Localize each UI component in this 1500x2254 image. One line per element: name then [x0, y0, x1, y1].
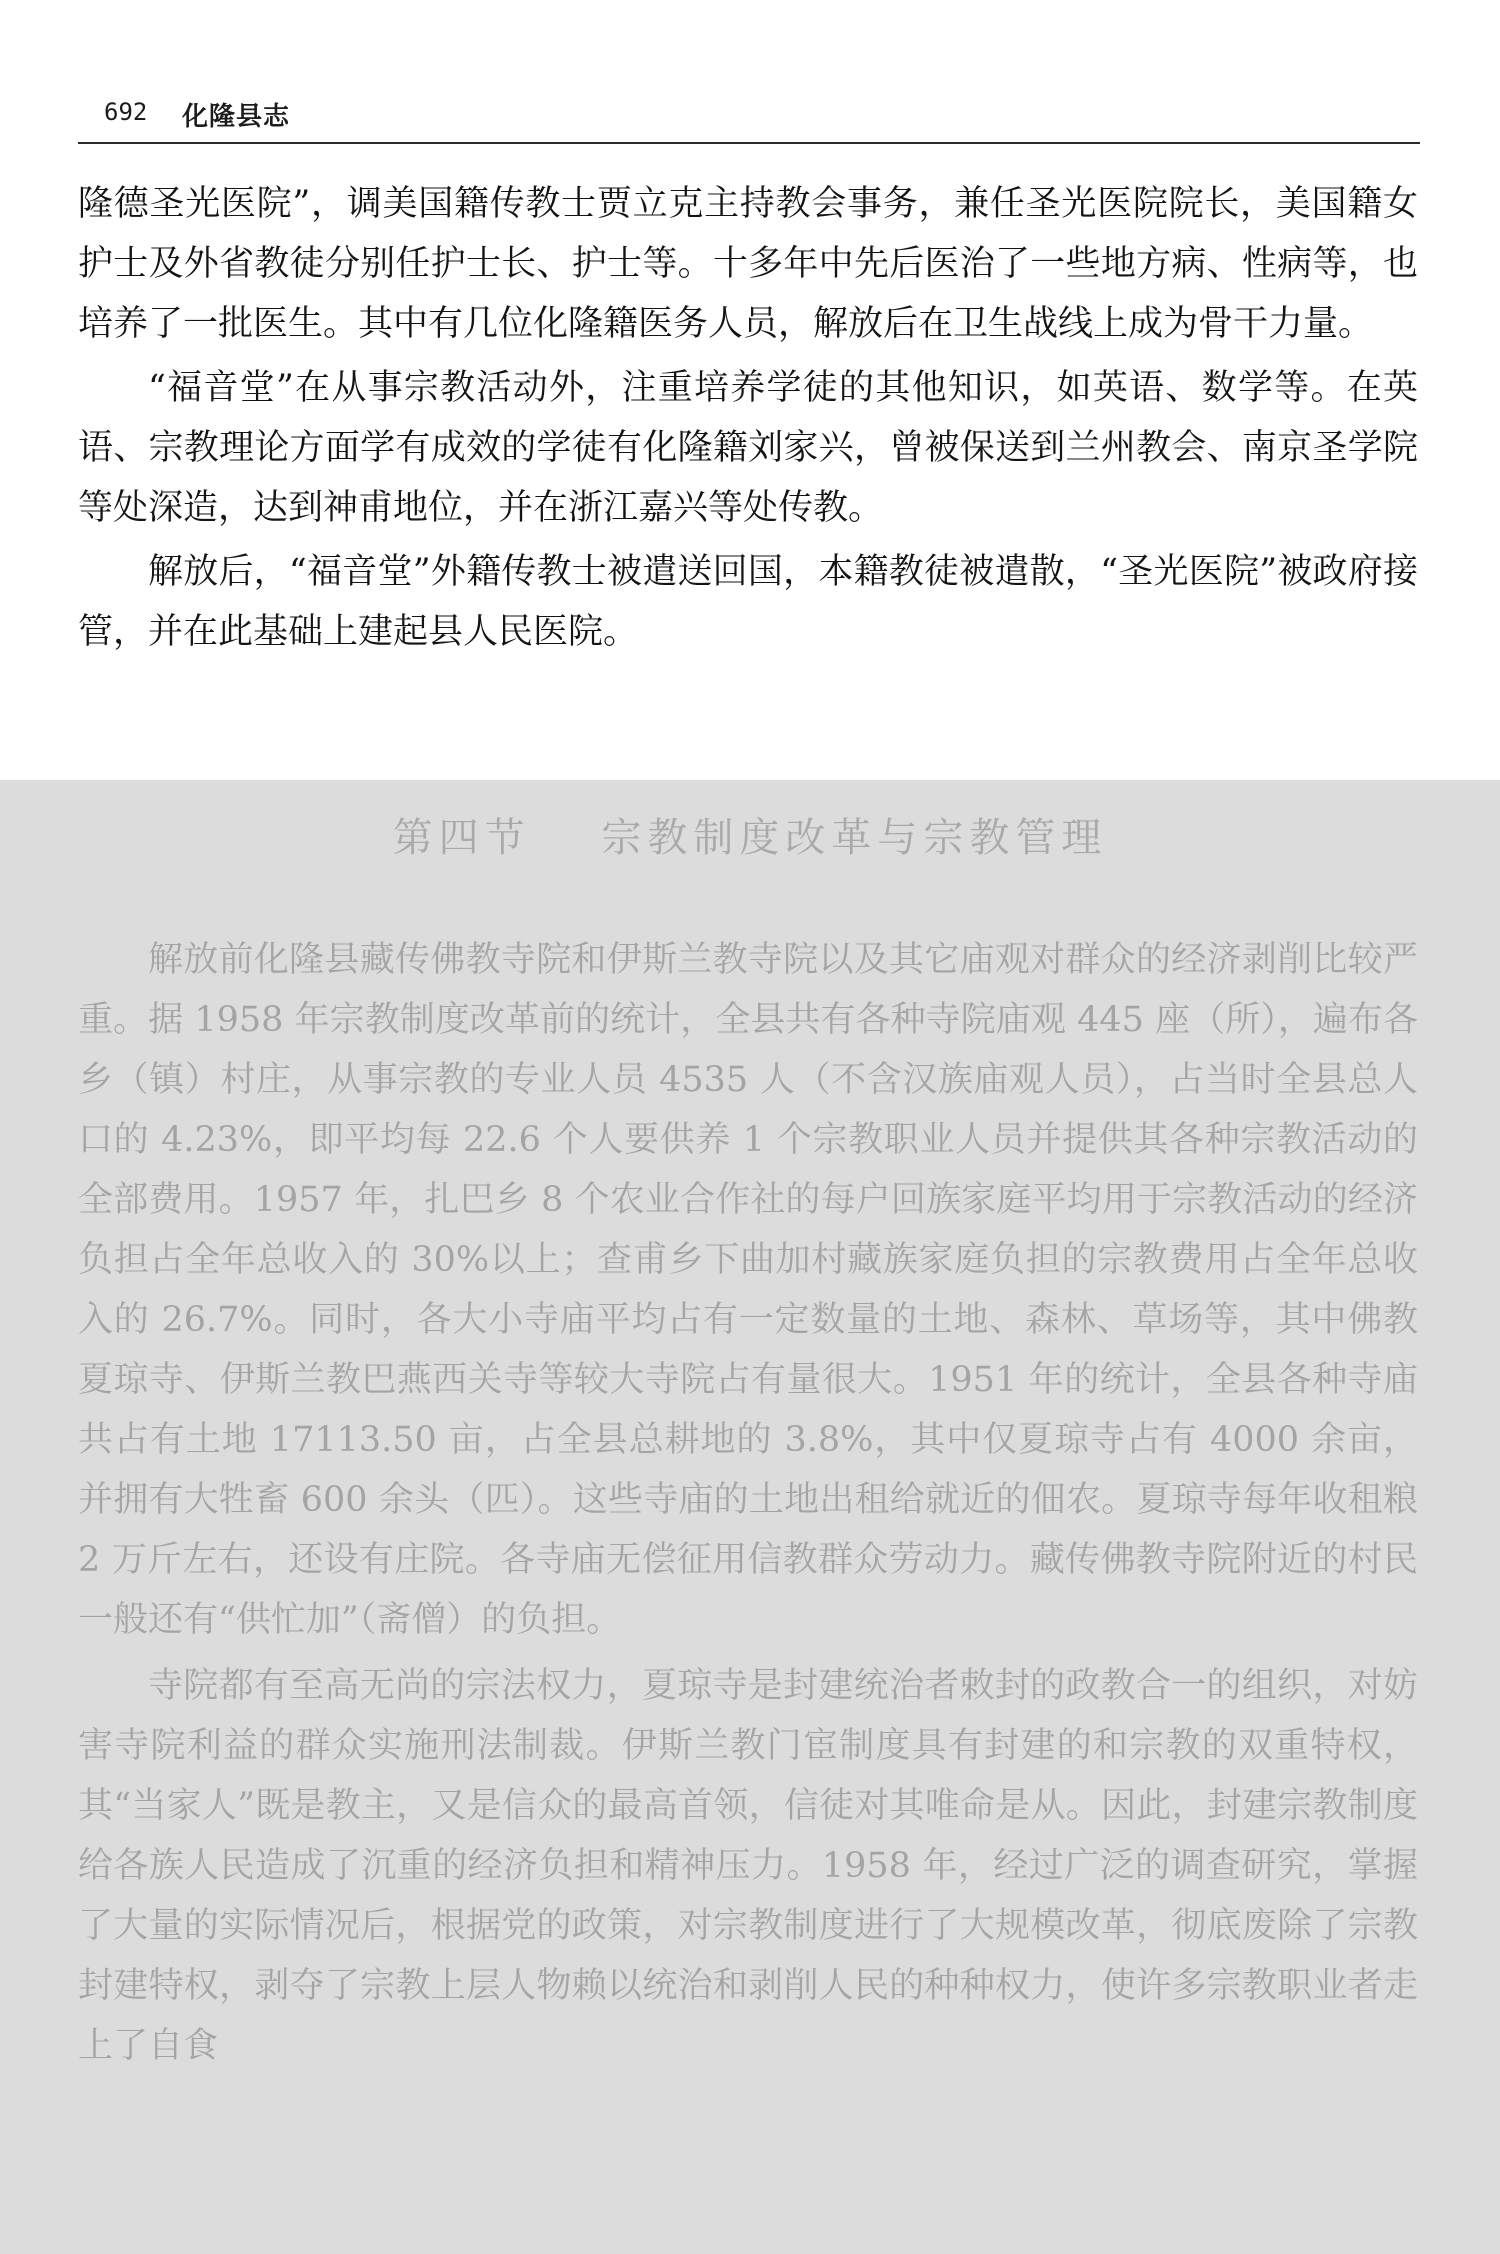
paragraph: 寺院都有至高无尚的宗法权力，夏琼寺是封建统治者敕封的政教合一的组织，对妨害寺院利益的群众实施刑法制裁。伊斯兰教门宦制度具有封建的和宗教的双重特权，其“当家人”既是教主，又是信众的最高首领，信徒对其唯命是从。因此，封建宗教制度给各族人民造成了沉重的经济负担和精神压力。1958 年，经过广泛的调查研究，掌握了大量的实际情况后，根据党的政策，对宗教制度进行了大规模改革，彻底废除了宗教封建特权，剥夺了宗教上层人物赖以统治和剥削人民的种种权力，使许多宗教职业者走上了自食 [78, 1666, 1418, 2066]
paragraph: “福音堂”在从事宗教活动外，注重培养学徒的其他知识，如英语、数学等。在英语、宗教理论方面学有成效的学徒有化隆籍刘家兴，曾被保送到兰州教会、南京圣学院等处深造，达到神甫地位，并在浙江嘉兴等处传教。 [78, 368, 1418, 528]
section-number: 第四节 [392, 815, 531, 861]
section-title: 宗教制度改革与宗教管理 [601, 815, 1108, 861]
running-header [78, 92, 1420, 144]
section-body-text [78, 930, 1418, 2082]
section-heading [0, 806, 1500, 863]
section-region [0, 780, 1500, 2254]
paragraph: 解放前化隆县藏传佛教寺院和伊斯兰教寺院以及其它庙观对群众的经济剥削比较严重。据 1958 年宗教制度改革前的统计，全县共有各种寺院庙观 445 座（所），遍布各乡（镇）村庄，从事宗教的专业人员 4535 人（不含汉族庙观人员），占当时全县总人口的 4.23%，即平均每 22.6 个人要供养 1 个宗教职业人员并提供其各种宗教活动的全部费用。1957 年，扎巴乡 8 个农业合作社的每户回族家庭平均用于宗教活动的经济负担占全年总收入的 30%以上；查甫乡下曲加村藏族家庭负担的宗教费用占全年总收入的 26.7%。同时，各大小寺庙平均占有一定数量的土地、森林、草场等，其中佛教夏琼寺、伊斯兰教巴燕西关寺等较大寺院占有量很大。1951 年的统计，全县各种寺庙共占有土地 17113.50 亩，占全县总耕地的 3.8%，其中仅夏琼寺占有 4000 余亩，并拥有大牲畜 600 余头（匹）。这些寺庙的土地出租给就近的佃农。夏琼寺每年收租粮 2 万斤左右，还设有庄院。各寺庙无偿征用信教群众劳动力。藏传佛教寺院附近的村民一般还有“供忙加”（斋僧）的负担。 [78, 940, 1418, 1640]
page-number: 692 [104, 98, 148, 126]
top-body-text [78, 174, 1418, 666]
book-title: 化隆县志 [182, 102, 291, 132]
paragraph: 解放后，“福音堂”外籍传教士被遣送回国，本籍教徒被遣散，“圣光医院”被政府接管，并在此基础上建起县人民医院。 [78, 552, 1418, 652]
paragraph-continued: 隆德圣光医院”，调美国籍传教士贾立克主持教会事务，兼任圣光医院院长，美国籍女护士及外省教徒分别任护士长、护士等。十多年中先后医治了一些地方病、性病等，也培养了一批医生。其中有几位化隆籍医务人员，解放后在卫生战线上成为骨干力量。 [78, 184, 1418, 344]
